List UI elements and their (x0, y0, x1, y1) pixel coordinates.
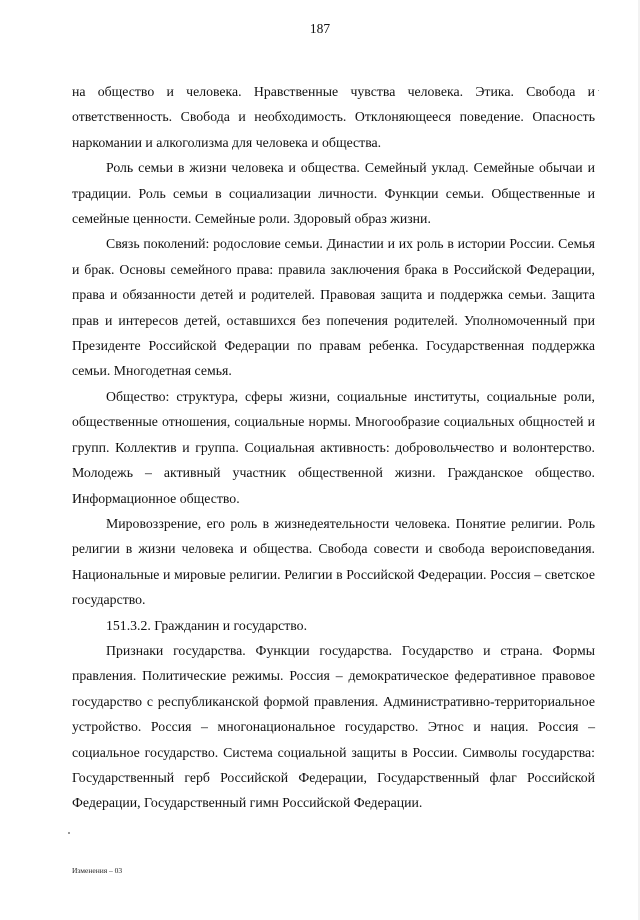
paragraph-society-structure: Общество: структура, сферы жизни, социальные институты, социальные роли, общественные отношения, социальные нормы. Многообразие социальных общностей и групп. Коллектив и группа. Социальная активность: добровольчество и волонтерство. Молодежь – активный участник общественной жизни. Гражданское общество. Информационное общество. (72, 388, 595, 506)
page-number: 187 (309, 21, 331, 36)
scan-speck (598, 90, 599, 91)
paragraph-generations-family-law: Связь поколений: родословие семьи. Династии и их роль в истории России. Семья и брак. Основы семейного права: правила заключения брака в Российской Федерации, права и обязанности детей и родителей. Правовая защита и поддержка семьи. Защита прав и интересов детей, оставшихся без попечения родителей. Уполномоченный при Президенте Российской Федерации по правам ребенка. Государственная поддержка семьи. Многодетная семья. (72, 236, 595, 379)
document-body (72, 79, 595, 816)
revision-footer: Изменения – 03 (72, 866, 123, 875)
paragraph-morality-freedom: на общество и человека. Нравственные чувства человека. Этика. Свобода и ответственность. Свобода и необходимость. Отклоняющееся поведение. Опасность наркомании и алкоголизма для человека и общества. (72, 84, 595, 150)
paragraph-state-features: Признаки государства. Функции государства. Государство и страна. Формы правления. Политические режимы. Россия – демократическое федеративное правовое государство с республиканской формой правления. Административно-территориальное устройство. Россия – многонациональное государство. Этнос и нация. Россия – социальное государство. Система социальной защиты в России. Символы государства: Государственный герб Российской Федерации, Государственный флаг Российской Федерации, Государственный гимн Российской Федерации. (72, 642, 595, 811)
paragraph-family-role: Роль семьи в жизни человека и общества. Семейный уклад. Семейные обычаи и традиции. Роль семьи в социализации личности. Функции семьи. Общественные и семейные ценности. Семейные роли. Здоровый образ жизни. (72, 160, 595, 227)
paragraph-worldview-religion: Мировоззрение, его роль в жизнедеятельности человека. Понятие религии. Роль религии в жизни человека и общества. Свобода совести и свобода вероисповедания. Национальные и мировые религии. Религии в Российской Федерации. Россия – светское государство. (72, 515, 595, 608)
scan-speck (68, 832, 70, 834)
section-heading-citizen-state: 151.3.2. Гражданин и государство. (106, 617, 308, 633)
